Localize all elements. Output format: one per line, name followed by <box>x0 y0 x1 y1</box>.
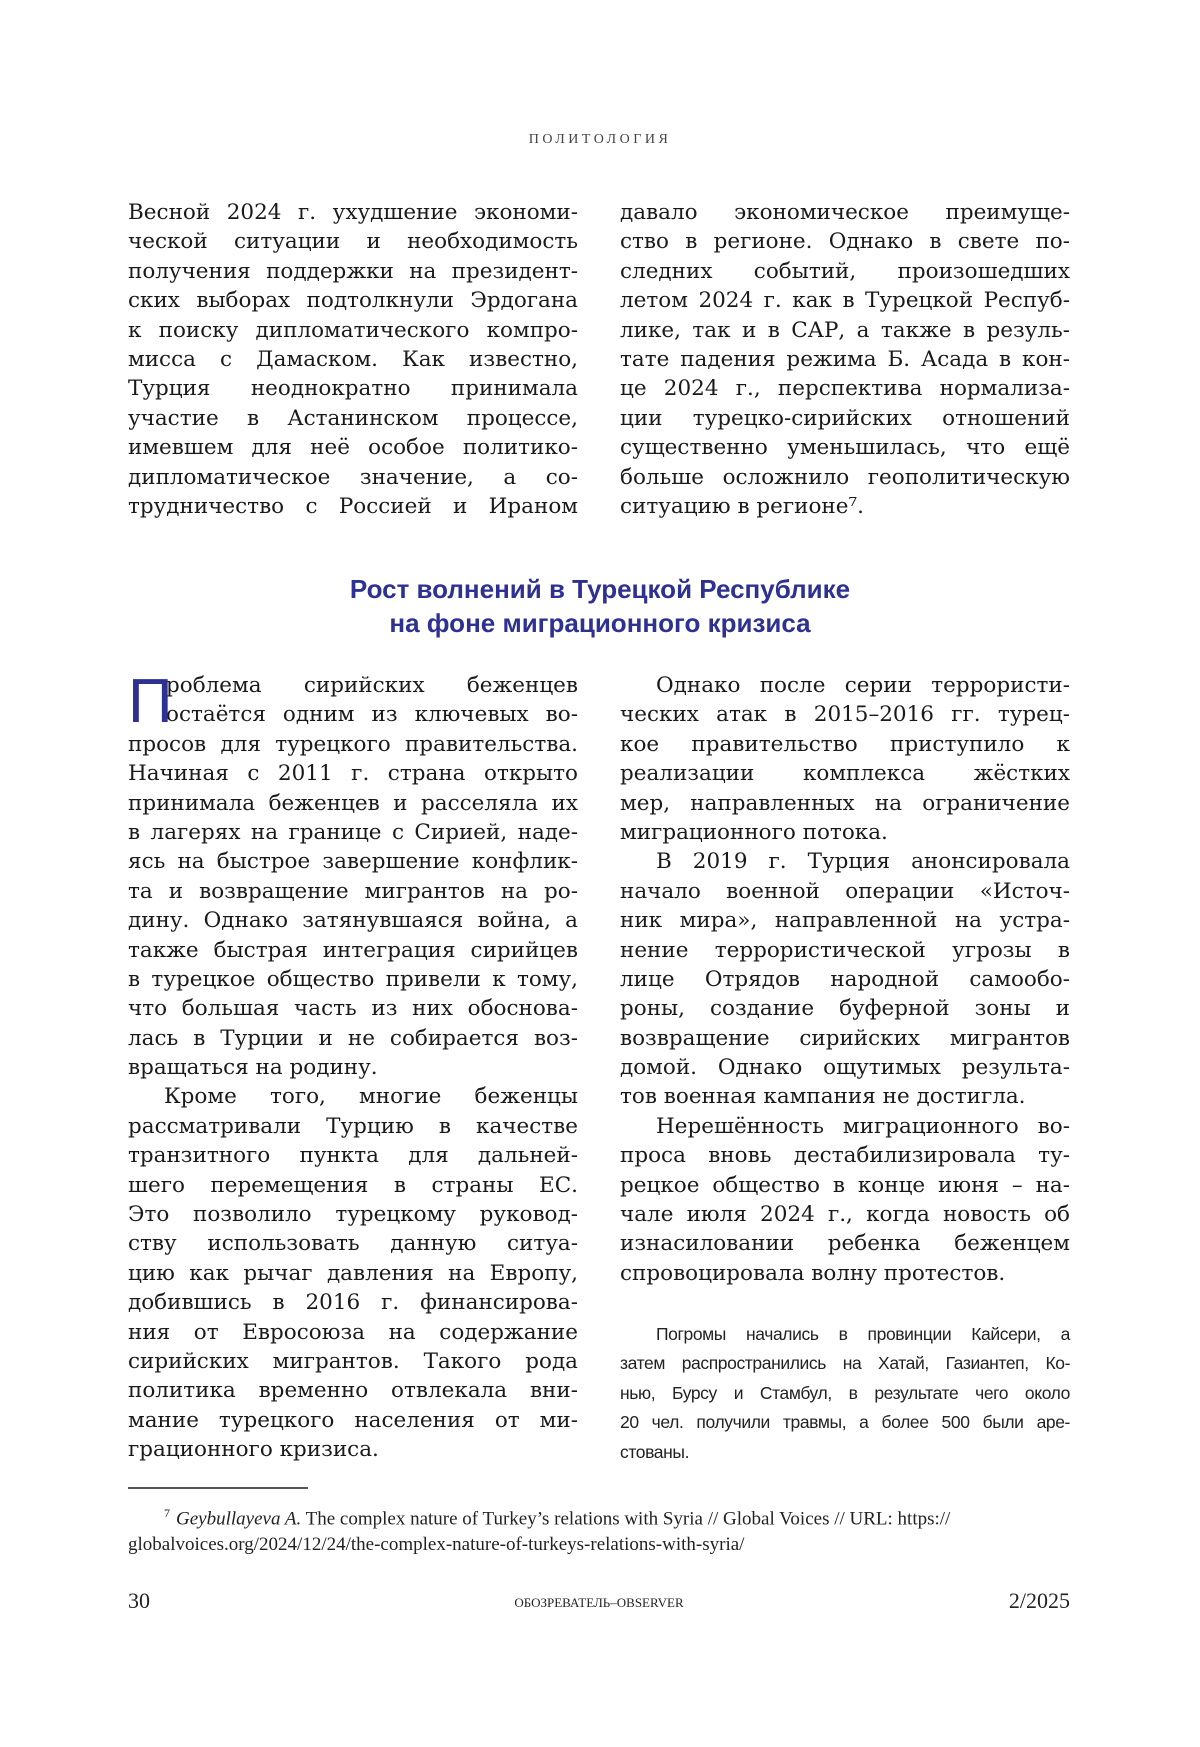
text-line: ния от Евросоюза на содержание <box>128 1318 578 1347</box>
text-line: также быстрая интеграция сирийцев <box>128 936 578 965</box>
text-line: давало экономическое преимуще- <box>620 198 1070 227</box>
text-line: кое правительство приступило к <box>620 730 1070 759</box>
text-line: ству использовать данную ситуа- <box>128 1229 578 1258</box>
text-line: нение террористической угрозы в <box>620 936 1070 965</box>
text-line: получения поддержки на президент- <box>128 257 578 286</box>
text-line: затем распространились на Хатай, Газиантеп, Ко- <box>620 1349 1070 1378</box>
text-line: лась в Турции и не собирается воз- <box>128 1024 578 1053</box>
text-line: ство в регионе. Однако в свете по- <box>620 227 1070 256</box>
text-line: ческой ситуации и необходимость <box>128 227 578 256</box>
text-line: чале июля 2024 г., когда новость об <box>620 1200 1070 1229</box>
footnote <box>128 1500 1070 1558</box>
text-line: начало военной операции «Источ- <box>620 877 1070 906</box>
text-line: лике, так и в САР, а также в резуль- <box>620 316 1070 345</box>
text-line: Нерешённость миграционного во- <box>620 1112 1070 1141</box>
page-number: 30 <box>128 1588 150 1614</box>
text-line: дипломатическое значение, а со- <box>128 463 578 492</box>
section-heading-line: Рост волнений в Турецкой Республике <box>0 572 1200 606</box>
text-line: лице Отрядов народной самообо- <box>620 965 1070 994</box>
text-line: дину. Однако затянувшаяся война, а <box>128 906 578 935</box>
text-line: Кроме того, многие беженцы <box>128 1082 578 1111</box>
text-line: спровоцировала волну протестов. <box>620 1259 1070 1288</box>
text-line: та и возвращение мигрантов на ро- <box>128 877 578 906</box>
text-line: в лагерях на границе с Сирией, наде- <box>128 818 578 847</box>
footnote-number: 7 <box>164 1506 170 1520</box>
text-line: политика временно отвлекала вни- <box>128 1376 578 1405</box>
journal-name: ОБОЗРЕВАТЕЛЬ–OBSERVER <box>128 1595 1070 1611</box>
text-line: Однако после серии террористи- <box>620 671 1070 700</box>
text-line: В 2019 г. Турция анонсировала <box>620 847 1070 876</box>
text-line: ции турецко-сирийских отношений <box>620 404 1070 433</box>
sidebar-note <box>620 1320 1070 1467</box>
text-line: принимала беженцев и расселяла их <box>128 789 578 818</box>
text-line: проса вновь дестабилизировала ту- <box>620 1141 1070 1170</box>
text-line: реализации комплекса жёстких <box>620 759 1070 788</box>
text-line: миграционного потока. <box>620 818 1070 847</box>
text-line: мание турецкого населения от ми- <box>128 1406 578 1435</box>
footnote-text: The complex nature of Turkey’s relations with Syria // Global Voices // URL: https:// <box>301 1508 950 1529</box>
text-line: мисса с Дамаском. Как известно, <box>128 345 578 374</box>
text-line: просов для турецкого правительства. <box>128 730 578 759</box>
text-line: в турецкое общество привели к тому, <box>128 965 578 994</box>
text-line: имевшем для неё особое политико- <box>128 433 578 462</box>
column-bottom-left <box>128 671 578 1465</box>
text-line: шего перемещения в страны ЕС. <box>128 1171 578 1200</box>
text-line: возвращение сирийских мигрантов <box>620 1024 1070 1053</box>
text-line: рассматривали Турцию в качестве <box>128 1112 578 1141</box>
text-line: нью, Бурсу и Стамбул, в результате чего около <box>620 1379 1070 1408</box>
text-line: ник мира», направленной на устра- <box>620 906 1070 935</box>
text-line: транзитного пункта для дальней- <box>128 1141 578 1170</box>
text-line: Погромы начались в провинции Кайсери, а <box>620 1320 1070 1349</box>
text-line: существенно уменьшилась, что ещё <box>620 433 1070 462</box>
text-line: цию как рычаг давления на Европу, <box>128 1259 578 1288</box>
text-line: участие в Астанинском процессе, <box>128 404 578 433</box>
drop-cap: П <box>128 674 173 730</box>
text-line: роблема сирийских беженцев <box>128 671 578 700</box>
text-line: мер, направленных на ограничение <box>620 789 1070 818</box>
text-line: Весной 2024 г. ухудшение экономи- <box>128 198 578 227</box>
section-heading-line: на фоне миграционного кризиса <box>0 606 1200 640</box>
column-top-right <box>620 198 1070 521</box>
text-line: к поиску дипломатического компро- <box>128 316 578 345</box>
text-line: добившись в 2016 г. финансирова- <box>128 1288 578 1317</box>
text-line: Турция неоднократно принимала <box>128 374 578 403</box>
text-line: следних событий, произошедших <box>620 257 1070 286</box>
footnote-divider <box>128 1487 308 1489</box>
text-line: ясь на быстрое завершение конфлик- <box>128 847 578 876</box>
text-line: изнасиловании ребенка беженцем <box>620 1229 1070 1258</box>
issue-number: 2/2025 <box>1009 1588 1070 1614</box>
text-line: стованы. <box>620 1438 1070 1467</box>
text-line: больше осложнило геополитическую <box>620 463 1070 492</box>
text-line: грационного кризиса. <box>128 1435 578 1464</box>
text-line: це 2024 г., перспектива нормализа- <box>620 374 1070 403</box>
text-line: остаётся одним из ключевых во- <box>128 700 578 729</box>
text-line: тов военная кампания не достигла. <box>620 1082 1070 1111</box>
text-line: 20 чел. получили травмы, а более 500 были аре- <box>620 1408 1070 1437</box>
column-bottom-right <box>620 671 1070 1288</box>
footnote-author: Geybullayeva A. <box>176 1508 301 1529</box>
text-line: тате падения режима Б. Асада в кон- <box>620 345 1070 374</box>
text-line: домой. Однако ощутимых результа- <box>620 1053 1070 1082</box>
text-line: трудничество с Россией и Ираном <box>128 492 578 521</box>
text-line: ситуацию в регионе⁷. <box>620 492 1070 521</box>
text-line: ческих атак в 2015–2016 гг. турец- <box>620 700 1070 729</box>
text-line: рецкое общество в конце июня – на- <box>620 1171 1070 1200</box>
text-line: что большая часть из них обоснова- <box>128 994 578 1023</box>
section-heading <box>0 572 1200 640</box>
text-line: летом 2024 г. как в Турецкой Респуб- <box>620 286 1070 315</box>
text-line: Начиная с 2011 г. страна открыто <box>128 759 578 788</box>
running-head: ПОЛИТОЛОГИЯ <box>0 132 1200 148</box>
text-line: роны, создание буферной зоны и <box>620 994 1070 1023</box>
text-line: сирийских мигрантов. Такого рода <box>128 1347 578 1376</box>
text-line: Это позволило турецкому руковод- <box>128 1200 578 1229</box>
footnote-url: globalvoices.org/2024/12/24/the-complex-nature-of-turkeys-relations-with-syria/ <box>128 1532 1070 1558</box>
text-line: ских выборах подтолкнули Эрдогана <box>128 286 578 315</box>
column-top-left <box>128 198 578 521</box>
text-line: вращаться на родину. <box>128 1053 578 1082</box>
